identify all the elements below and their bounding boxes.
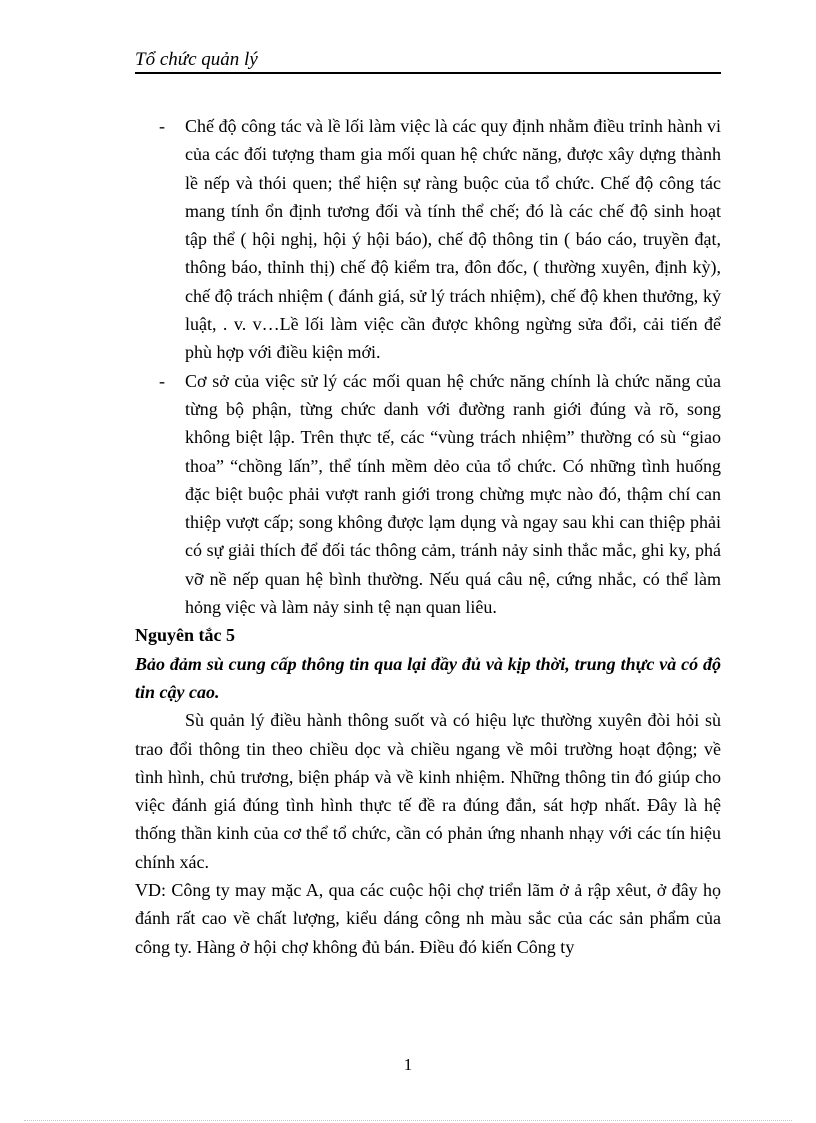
bullet-text: Chế độ công tác và lề lối làm việc là các quy định nhằm điều trỉnh hành vi của các đối tượng tham gia mối quan hệ chức năng, được xây dựng thành lề nếp và thói quen; thể hiện sự ràng buộc của tổ chức. Chế độ công tác mang tính ổn định tương đối và tính thể chế; đó là các chế độ sinh hoạt tập thể ( hội nghị, hội ý hội báo), chế độ thông tin ( báo cáo, truyền đạt, thông báo, thỉnh thị) chế độ kiểm tra, đôn đốc, ( thường xuyên, định kỳ), chế độ trách nhiệm ( đánh giá, sử lý trách nhiệm), chế độ khen thưởng, kỷ luật, . v. v…Lề lối làm việc cần được không ngừng sửa đổi, cải tiến để phù hợp với điều kiện mới. <box>185 116 721 363</box>
section-subheading: Bảo đảm sù cung cấp thông tin qua lại đầy đủ và kịp thời, trung thực và có độ tin cậy cao. <box>135 653 721 702</box>
bullet-item <box>135 112 721 367</box>
running-header <box>135 48 721 74</box>
section-heading: Nguyên tắc 5 <box>135 625 235 646</box>
bullet-dash: - <box>159 370 165 391</box>
body-paragraph: Sù quản lý điều hành thông suốt và có hiệu lực thường xuyên đòi hỏi sù trao đổi thông tin theo chiều dọc và chiều ngang về môi trường hoạt động; về tình hình, chủ trương, biện pháp và về kinh nhiệm. Những thông tin đó giúp cho việc đánh giá đúng tình hình thực tế đề ra đúng đắn, sát hợp nhất. Đây là hệ thống thần kinh của cơ thể tổ chức, cần có phản ứng nhanh nhạy với các tín hiệu chính xác. <box>135 710 721 872</box>
example-paragraph: VD: Công ty may mặc A, qua các cuộc hội chợ triển lãm ở ả rập xêut, ở đây họ đánh rất cao về chất lượng, kiểu dáng công nh màu sắc của các sản phẩm của công ty. Hàng ở hội chợ không đủ bán. Điều đó kiến Công ty <box>135 880 721 957</box>
header-title: Tổ chức quản lý <box>135 49 258 70</box>
bullet-text: Cơ sở của việc sử lý các mối quan hệ chức năng chính là chức năng của từng bộ phận, từng chức danh với đường ranh giới đúng và rõ, song không biệt lập. Trên thực tế, các “vùng trách nhiệm” thường có sù “giao thoa” “chồng lấn”, thể tính mềm dẻo của tổ chức. Có những tình huống đặc biệt buộc phải vượt ranh giới trong chừng mực nào đó, thậm chí can thiệp vượt cấp; song không được lạm dụng và ngay sau khi can thiệp phải có sự giải thích để đối tác thông cảm, tránh nảy sinh thắc mắc, ghi ky, phá vỡ nề nếp quan hệ bình thường. Nếu quá câu nệ, cứng nhắc, có thể làm hỏng việc và làm nảy sinh tệ nạn quan liêu. <box>185 370 721 618</box>
page-bottom-divider <box>24 1120 792 1121</box>
bullet-item <box>135 367 721 622</box>
bullet-dash: - <box>159 116 165 136</box>
page-number: 1 <box>403 1055 413 1074</box>
page-body <box>135 112 721 961</box>
